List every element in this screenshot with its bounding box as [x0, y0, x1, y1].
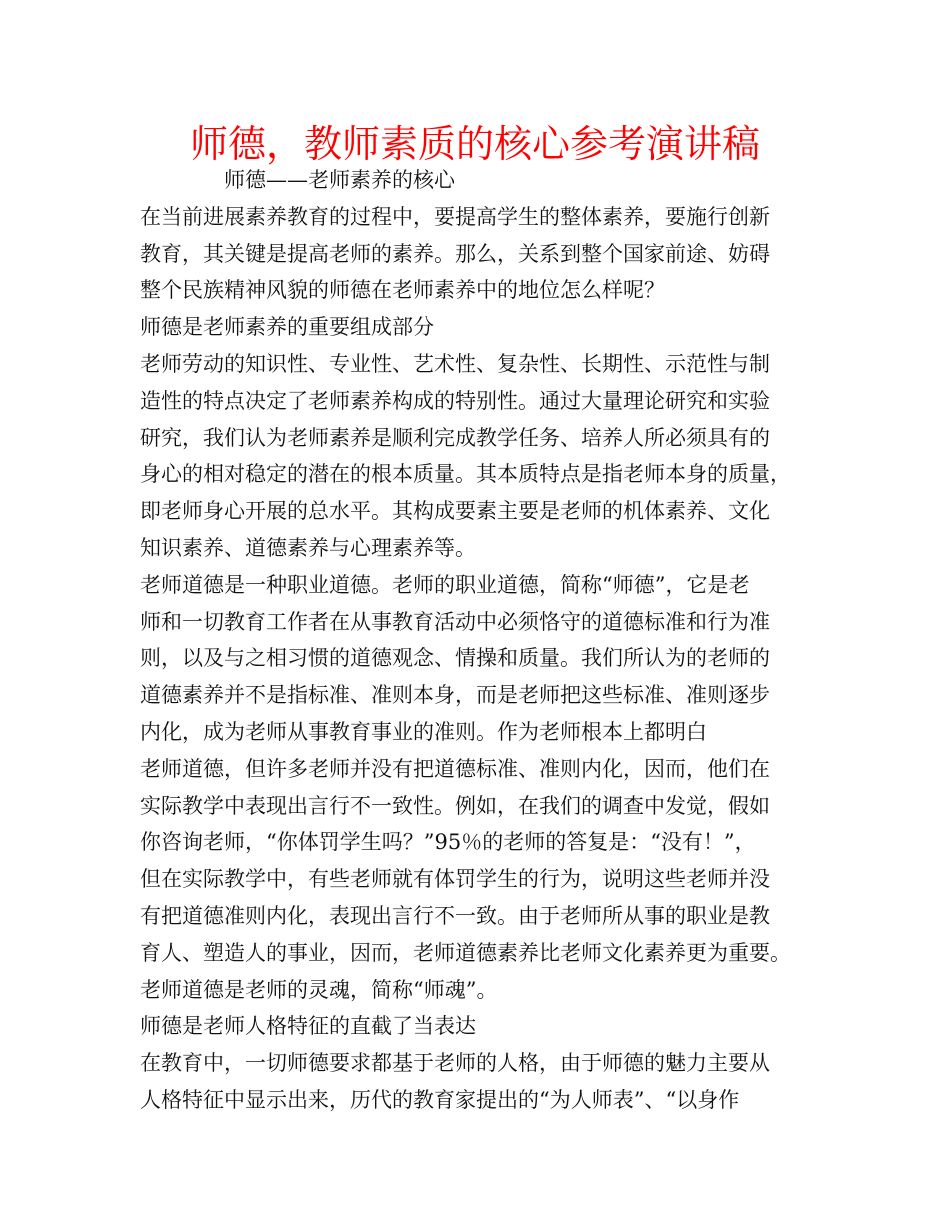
- text-line: 知识素养、道德素养与心理素养等。: [140, 535, 476, 560]
- section-heading: 师德是老师素养的重要组成部分: [140, 315, 434, 340]
- text-line: 则，以及与之相习惯的道德观念、情操和质量。我们所认为的老师的: [140, 646, 770, 671]
- text-line: 研究，我们认为老师素养是顺利完成教学任务、培养人所必须具有的: [140, 425, 770, 450]
- text-line: 师和一切教育工作者在从事教育活动中必须恪守的道德标准和行为准: [140, 609, 770, 634]
- text-line: 内化，成为老师从事教育事业的准则。作为老师根本上都明白: [140, 719, 707, 744]
- text-line: 道德素养并不是指标准、准则本身，而是老师把这些标准、准则逐步: [140, 683, 770, 708]
- document-body: [140, 162, 820, 1119]
- text-line: 实际教学中表现出言行不一致性。例如，在我们的调查中发觉，假如: [140, 793, 770, 818]
- text-line: 在教育中，一切师德要求都基于老师的人格，由于师德的魅力主要从: [140, 1051, 770, 1076]
- text-line: 身心的相对稳定的潜在的根本质量。其本质特点是指老师本身的质量，: [140, 462, 791, 487]
- text-line: 你咨询老师，“你体罚学生吗？”95％的老师的答复是：“没有！”，: [140, 830, 756, 855]
- text-line: 老师道德是一种职业道德。老师的职业道德，简称“师德”，它是老: [140, 572, 750, 597]
- text-line: 即老师身心开展的总水平。其构成要素主要是老师的机体素养、文化: [140, 499, 770, 524]
- text-line: 人格特征中显示出来，历代的教育家提出的“为人师表”、“以身作: [140, 1087, 740, 1112]
- section-subtitle: 师德——老师素养的核心: [224, 168, 455, 192]
- text-line: 老师劳动的知识性、专业性、艺术性、复杂性、长期性、示范性与制: [140, 351, 770, 376]
- text-line: 老师道德，但许多老师并没有把道德标准、准则内化，因而，他们在: [140, 756, 770, 781]
- text-line: 整个民族精神风貌的师德在老师素养中的地位怎么样呢？: [140, 278, 665, 303]
- text-line: 育人、塑造人的事业，因而，老师道德素养比老师文化素养更为重要。: [140, 940, 791, 965]
- text-line: 教育，其关键是提高老师的素养。那么，关系到整个国家前途、妨碍: [140, 241, 770, 266]
- text-line: 造性的特点决定了老师素养构成的特别性。通过大量理论研究和实验: [140, 388, 770, 413]
- section-heading: 师德是老师人格特征的直截了当表达: [140, 1014, 476, 1039]
- text-line: 但在实际教学中，有些老师就有体罚学生的行为，说明这些老师并没: [140, 867, 770, 892]
- document-title: 师德，教师素质的核心参考演讲稿: [189, 122, 760, 166]
- text-line: 在当前进展素养教育的过程中，要提高学生的整体素养，要施行创新: [140, 204, 770, 229]
- text-line: 老师道德是老师的灵魂，简称“师魂”。: [140, 977, 498, 1002]
- text-line: 有把道德准则内化，表现出言行不一致。由于老师所从事的职业是教: [140, 903, 770, 928]
